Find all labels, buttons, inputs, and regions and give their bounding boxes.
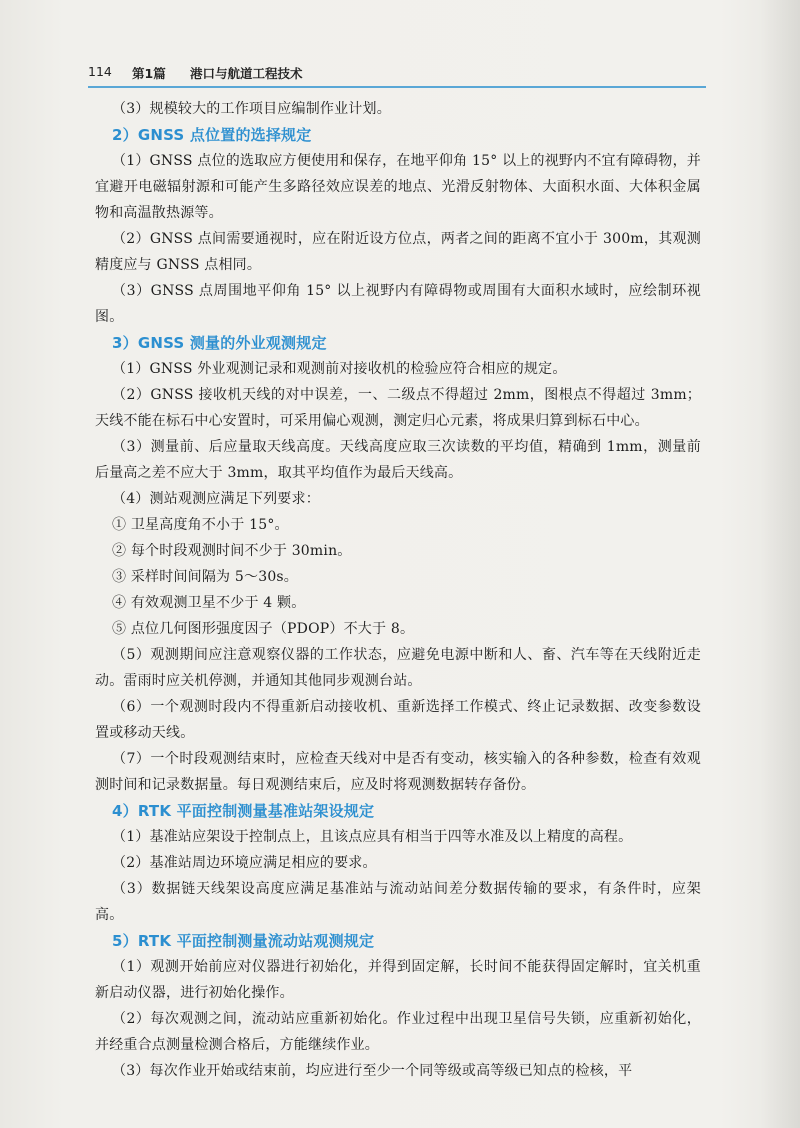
paragraph: （2）GNSS 点间需要通视时，应在附近设方位点，两者之间的距离不宜小于 300m，其观测精度应与 GNSS 点相同。 (95, 231, 701, 273)
paragraph: （1）观测开始前应对仪器进行初始化，并得到固定解，长时间不能获得固定解时，宜关机重新启动仪器，进行初始化操作。 (95, 959, 701, 1001)
list-item: ① 卫星高度角不小于 15°。 (112, 517, 289, 533)
page-body (95, 96, 701, 1084)
page-edge-shadow (760, 0, 800, 1128)
paragraph: （2）GNSS 接收机天线的对中误差，一、二级点不得超过 2mm，图根点不得超过 3mm；天线不能在标石中心安置时，可采用偏心观测，测定归心元素，将成果归算到标石中心。 (95, 387, 701, 429)
section-heading: 4）RTK 平面控制测量基准站架设规定 (112, 802, 375, 820)
paragraph: （7）一个时段观测结束时，应检查天线对中是否有变动，核实输入的各种参数，检查有效观测时间和记录数据量。每日观测结束后，应及时将观测数据转存备份。 (95, 751, 701, 793)
list-item: ④ 有效观测卫星不少于 4 颗。 (112, 595, 306, 611)
part-label: 第1篇 (132, 66, 166, 81)
paragraph: （5）观测期间应注意观察仪器的工作状态，应避免电源中断和人、畜、汽车等在天线附近走动。雷雨时应关机停测，并通知其他同步观测台站。 (95, 647, 701, 689)
paragraph: （3）GNSS 点周围地平仰角 15° 以上视野内有障碍物或周围有大面积水域时，应绘制环视图。 (95, 283, 701, 325)
header-rule (88, 86, 706, 88)
running-header (88, 62, 708, 84)
part-title: 港口与航道工程技术 (190, 66, 303, 81)
paragraph: （3）规模较大的工作项目应编制作业计划。 (112, 101, 391, 117)
paragraph: （3）数据链天线架设高度应满足基准站与流动站间差分数据传输的要求，有条件时，应架高。 (95, 881, 701, 923)
paragraph: （2）基准站周边环境应满足相应的要求。 (112, 855, 377, 871)
paragraph: （1）GNSS 外业观测记录和观测前对接收机的检验应符合相应的规定。 (112, 361, 567, 377)
paragraph: （2）每次观测之间，流动站应重新初始化。作业过程中出现卫星信号失锁，应重新初始化，并经重合点测量检测合格后，方能继续作业。 (95, 1011, 701, 1053)
section-heading: 2）GNSS 点位置的选择规定 (112, 126, 312, 144)
section-heading: 3）GNSS 测量的外业观测规定 (112, 334, 327, 352)
list-item: ③ 采样时间间隔为 5～30s。 (112, 569, 299, 585)
list-item: ⑤ 点位几何图形强度因子（PDOP）不大于 8。 (112, 621, 415, 637)
paragraph: （6）一个观测时段内不得重新启动接收机、重新选择工作模式、终止记录数据、改变参数设置或移动天线。 (95, 699, 701, 741)
section-heading: 5）RTK 平面控制测量流动站观测规定 (112, 932, 375, 950)
page-number: 114 (88, 64, 112, 79)
paragraph: （4）测站观测应满足下列要求： (112, 491, 320, 507)
paragraph: （1）GNSS 点位的选取应方便使用和保存，在地平仰角 15° 以上的视野内不宜有障碍物，并宜避开电磁辐射源和可能产生多路径效应误差的地点、光滑反射物体、大面积水面、大体积金属物和高温散热源等。 (95, 153, 701, 221)
list-item: ② 每个时段观测时间不少于 30min。 (112, 543, 352, 559)
paragraph: （3）每次作业开始或结束前，均应进行至少一个同等级或高等级已知点的检核，平 (112, 1063, 633, 1079)
paragraph: （3）测量前、后应量取天线高度。天线高度应取三次读数的平均值，精确到 1mm，测量前后量高之差不应大于 3mm，取其平均值作为最后天线高。 (95, 439, 701, 481)
paragraph: （1）基准站应架设于控制点上，且该点应具有相当于四等水准及以上精度的高程。 (112, 829, 633, 845)
